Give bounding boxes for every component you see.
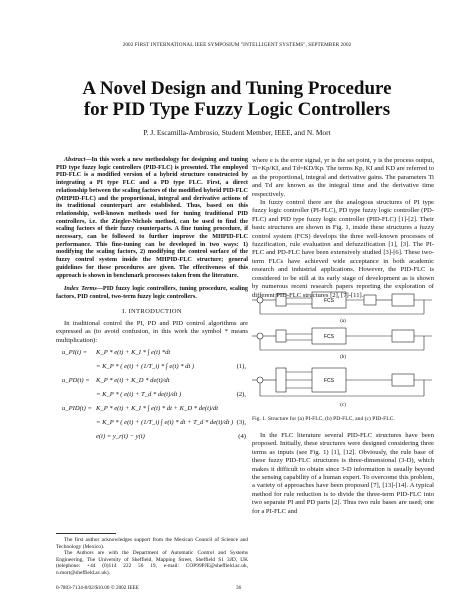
page-number: 36: [236, 585, 242, 591]
fig-label-c: (c): [340, 403, 346, 408]
running-header: 2002 FIRST INTERNATIONAL IEEE SYMPOSIUM "INTELLIGENT SYSTEMS", SEPTEMBER 2002: [122, 42, 352, 48]
diagram-c: [252, 368, 432, 396]
equation-rhs: K_P * e(t) + K_D * de(t)/dt: [96, 377, 170, 385]
equation-rhs: K_P * e(t) + K_I * ∫ e(t) *dt: [96, 349, 171, 357]
equation-rhs: K_P * e(t) + K_I * ∫ e(t) * dt + K_D * de(t)/dt: [96, 405, 219, 413]
title-line-1: A Novel Design and Tuning Procedure: [82, 78, 392, 99]
figure-caption: Fig. 1. Structure for (a) PI-FLC, (b) PD-FLC, and (c) PID-FLC.: [252, 416, 395, 422]
equation-row: [56, 391, 248, 405]
equation-number: (1),: [236, 363, 246, 371]
author-line: P. J. Escamilla-Ambrosio, Student Member, IEEE, and N. Mort: [143, 128, 331, 137]
fcs-label-b: FCS: [324, 334, 334, 340]
abstract-lead: Abstract: [64, 156, 86, 163]
right-paragraph-2: In fuzzy control there are the analogous structures of PI type fuzzy logic controller (PI-FLC), PD type fuzzy logic controller (PD-FLC) and PID type fuzzy logic controller (PID-FLC) [1]-[2]. Their basic structures are shown in Fig. 1, inside these structures a fuzzy control system (FCS) develops the three well-known processes of fuzzification, rule evaluation and defuzzification [1], [3]. The PI-FLC and PD-FLC have been extensively studied [3]-[6]. These two-term FLCs have achieved wide acceptance in both academic research and industrial applications. However, the PID-FLC is considered to be still at its early stage of development as is shown by numerous recent research papers reporting the exploration of different PID-FLC structures [2], [7]-[11].: [252, 199, 434, 299]
equation-row: [56, 405, 248, 419]
equation-row: [56, 349, 248, 363]
fcs-label-c: FCS: [324, 378, 334, 384]
equation-lhs: u_PID(t) =: [62, 405, 92, 413]
equation-number: (2),: [236, 391, 246, 399]
intro-paragraph: In traditional control the PI, PD and PID control algorithms are expressed as (to avoid confusion, in this work the symbol * means multiplication):: [56, 320, 248, 344]
abstract-body: —In this work a new methodology for designing and tuning PID type fuzzy logic controllers (PID-FLC) is presented. The employed PID-FLC is a modified version of a hybrid structure constructed by integrating a PI type FLC and a PD type FLC. First, a direct relationship between the scaling factors of the modified hybrid PID-FLC (MHPID-FLC) and the proportional, integral and derivative actions of its traditional counterpart are established. Thus, based on this relationship, well-known methods used for tuning traditional PID controllers, i.e. the Ziegler-Nichols method, can be used to find the scaling factors of their fuzzy counterparts. A fine tuning procedure, if necessary, can be followed to further improve the MHPID-FLC performance. This fine-tuning can be developed in two ways: 1) modifying the scaling factors, 2) modifying the control surface of the fuzzy control system inside the MHPID-FLC structure; general guidelines for these procedures are given. The effectiveness of this approach is shown in benchmark processes taken from the literature.: [56, 156, 248, 279]
right-paragraph-1: where e is the error signal, yr is the set point, y is the process output, Ti=Kp/KI, and Td=KD/Kp. The terms Kp, KI and KD are referred to as the proportional, integral and derivative gains. The parameters Ti and Td are known as the integral time and the derivative time respectively.: [252, 157, 435, 198]
equation-lhs: u_PI(t) =: [62, 349, 88, 357]
diagram-a: [252, 292, 432, 314]
equation-row: [56, 377, 248, 391]
right-column-lower: [252, 432, 434, 516]
title-line-2: for PID Type Fuzzy Logic Controllers: [83, 99, 391, 120]
equation-number: (4): [238, 433, 246, 441]
section-heading-introduction: I. INTRODUCTION: [122, 307, 182, 315]
footnotes: [56, 533, 248, 577]
copyright-line: 0-7803-7134-8/02/$10.00 © 2002 IEEE: [56, 585, 139, 591]
fig-label-a: (a): [340, 319, 346, 324]
equation-lhs: u_PD(t) =: [62, 377, 90, 385]
index-terms: [56, 285, 248, 300]
figure-1-block-diagrams: [252, 288, 434, 413]
equation-rhs: = K_P * ( e(t) + T_d * de(t)/dt ): [96, 391, 182, 399]
equation-row: [56, 363, 248, 377]
diagram-b: [252, 328, 432, 350]
equation-row: [56, 433, 248, 447]
abstract: [56, 156, 248, 279]
right-paragraph-3: In the FLC literature several PID-FLC structures have been proposed. Initially, these structures were designed considering three terms as inputs (see Fig. 1) [1], [12]. Obviously, the rule base of these fuzzy PID-FLC structures is three-dimensional (3-D), which makes it difficult to obtain since 3-D information is usually beyond the sensing capability of a human expert. To overcome this problem, a variety of approaches have been proposed [7], [13]-[14]. A typical method for rule reduction is to divide the three-term PID-FLC into two separate PI and PD parts [2]. Thus two rule bases are used; one for a PI-FLC and: [252, 432, 434, 515]
fig-label-b: (b): [340, 355, 346, 360]
right-column: [252, 157, 434, 300]
fcs-label-a: FCS: [324, 298, 334, 304]
equation-row: [56, 419, 248, 433]
equation-rhs: e(t) = y_r(t) − y(t): [96, 433, 145, 441]
paper-title: [0, 78, 474, 120]
equation-rhs: = K_P * ( e(t) + (1/T_i) ∫ e(t) * dt + T_d * de(t)/dt ): [96, 419, 234, 427]
equation-number: (3),: [236, 419, 246, 427]
index-terms-body: —PID fuzzy logic controllers, tuning procedure, scaling factors, PID control, two-term fuzzy logic controllers.: [56, 285, 248, 300]
index-terms-lead: Index Terms: [64, 285, 97, 293]
equation-block: [56, 349, 248, 447]
equation-rhs: = K_P * ( e(t) + (1/T_i) * ∫ e(t) * dt ): [96, 363, 195, 371]
footnote-rule: [56, 533, 116, 534]
footnote-1: The first author acknowledges support from the Mexican Council of Science and Technology (Mexico).: [56, 537, 248, 550]
footnote-2: The Authors are with the Department of Automatic Control and Systems Engineering, The University of Sheffield, Mapping Street, Sheffield S1 3JD, UK (telephone: +44 (0)114 222 56 19, e-mail: COP99PJE@sheffield.ac.uk, n.mort@sheffield.ac.uk).: [56, 550, 248, 576]
left-column: [56, 156, 248, 447]
